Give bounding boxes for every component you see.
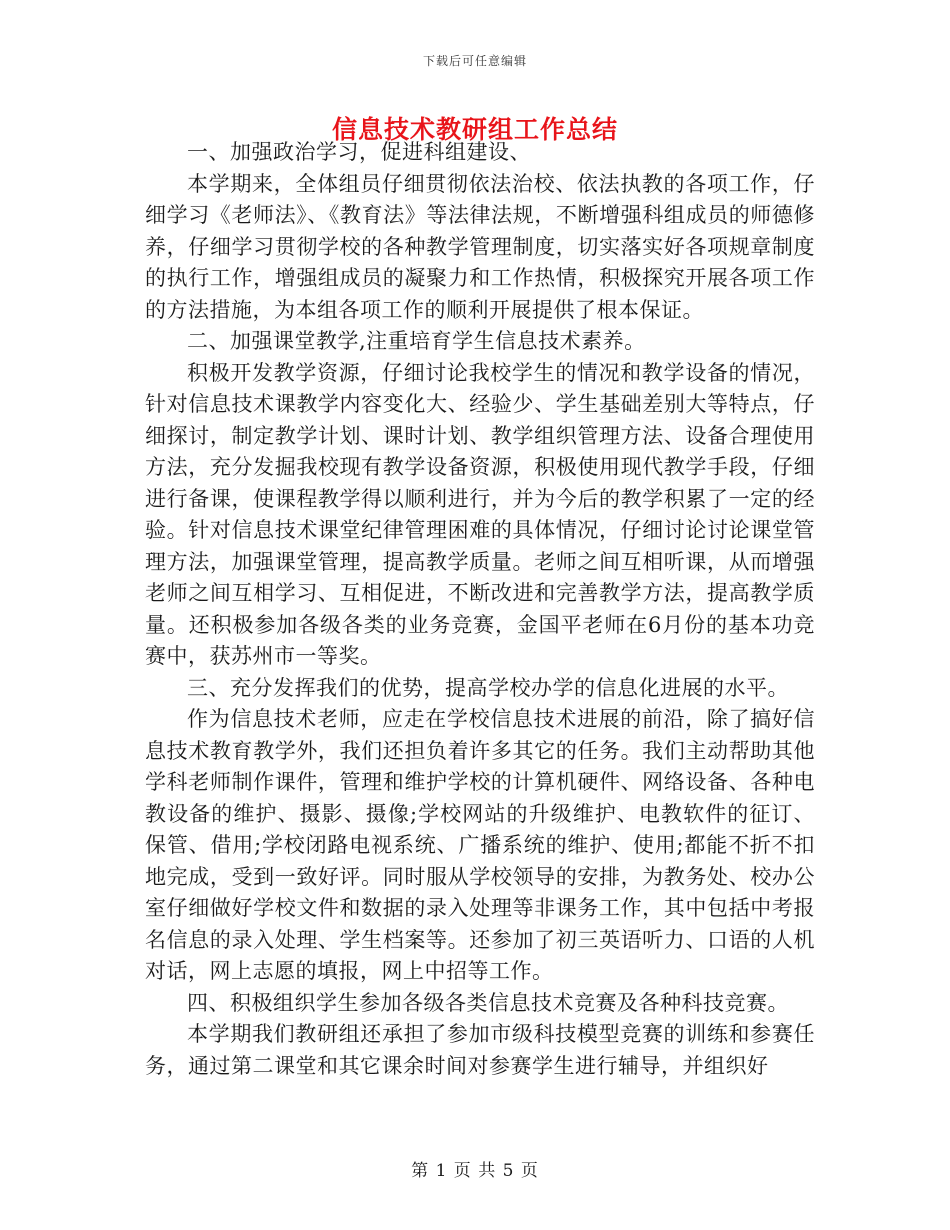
paragraph-1: 本学期来，全体组员仔细贯彻依法治校、依法执教的各项工作，仔细学习《老师法》、《教育法》等法律法规，不断增强科组成员的师德修养，仔细学习贯彻学校的各种教学管理制度，切实落实好各项规章制度的执行工作，增强组成员的凝聚力和工作热情，积极探究开展各项工作的方法措施，为本组各项工作的顺利开展提供了根本保证。: [145, 171, 815, 322]
header-note: 下载后可任意编辑: [422, 54, 527, 68]
section-heading-2: 二、加强课堂教学,注重培育学生信息技术素养。: [187, 329, 646, 353]
paragraph-2: 积极开发教学资源，仔细讨论我校学生的情况和教学设备的情况，针对信息技术课教学内容变化大、经验少、学生基础差别大等特点，仔细探讨，制定教学计划、课时计划、教学组织管理方法、设备合理使用方法，充分发掘我校现有教学设备资源，积极使用现代教学手段，仔细进行备课，使课程教学得以顺利进行，并为今后的教学积累了一定的经验。针对信息技术课堂纪律管理困难的具体情况，仔细讨论讨论课堂管理方法，加强课堂管理，提高教学质量。老师之间互相听课，从而增强老师之间互相学习、互相促进，不断改进和完善教学方法，提高教学质量。还积极参加各级各类的业务竞赛，金国平老师在6月份的基本功竞赛中，获苏州市一等奖。: [145, 360, 815, 668]
section-heading-3: 三、充分发挥我们的优势，提高学校办学的信息化进展的水平。: [187, 675, 789, 700]
document-body: [145, 137, 815, 1082]
paragraph-4: 本学期我们教研组还承担了参加市级科技模型竞赛的训练和参赛任务，通过第二课堂和其它课余时间对参赛学生进行辅导，并组织好: [145, 1022, 815, 1078]
paragraph-3: 作为信息技术老师，应走在学校信息技术进展的前沿，除了搞好信息技术教育教学外，我们还担负着许多其它的任务。我们主动帮助其他学科老师制作课件，管理和维护学校的计算机硬件、网络设备、各种电教设备的维护、摄影、摄像;学校网站的升级维护、电教软件的征订、保管、借用;学校闭路电视系统、广播系统的维护、使用;都能不折不扣地完成，受到一致好评。同时服从学校领导的安排，为教务处、校办公室仔细做好学校文件和数据的录入处理等非课务工作，其中包括中考报名信息的录入处理、学生档案等。还参加了初三英语听力、口语的人机对话，网上志愿的填报，网上中招等工作。: [145, 707, 815, 983]
document-title: 信息技术教研组工作总结: [331, 115, 618, 144]
section-heading-4: 四、积极组织学生参加各级各类信息技术竞赛及各种科技竞赛。: [187, 990, 789, 1015]
section-heading-1: 一、加强政治学习，促进科组建设、: [187, 140, 531, 164]
page-footer: 第 1 页 共 5 页: [411, 1161, 539, 1181]
